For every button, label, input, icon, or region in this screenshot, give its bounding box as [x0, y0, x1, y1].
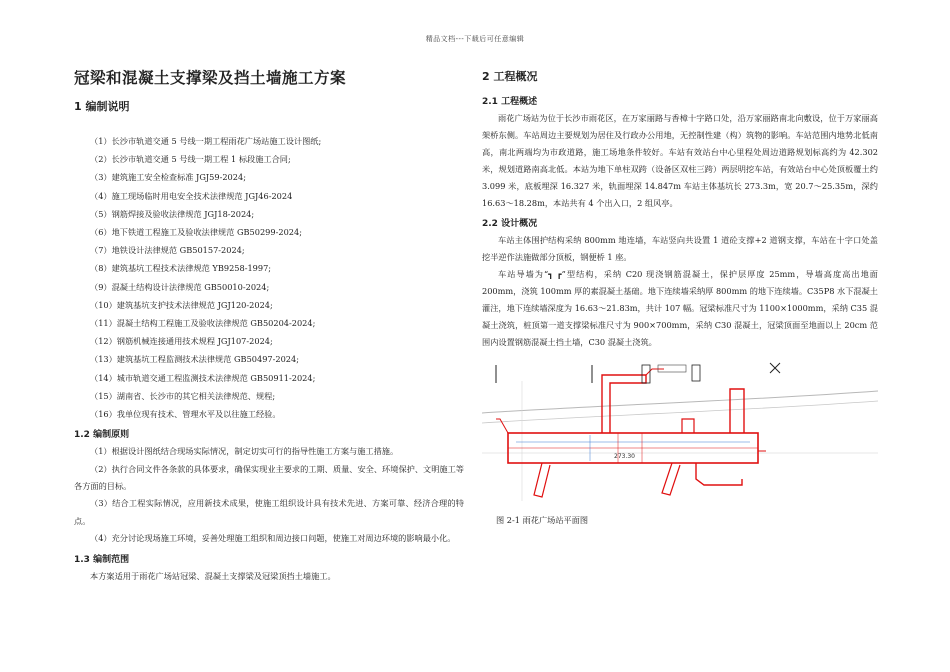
list-item: （14）城市轨道交通工程监测技术法律规范 GB50911-2024;: [90, 372, 316, 383]
station-plan-figure: [482, 361, 878, 503]
paragraph: 本方案适用于雨花广场站冠梁、混凝土支撑梁及冠梁顶挡土墙施工。: [90, 570, 336, 581]
paragraph: 车站导墙为“┓ ┏”型结构，采纳 C20 现浇钢筋混凝土，保护层厚度 25mm，导墙高度高出地面 200mm，浇筑 100mm 厚的素混凝土基础。地下连续墙采纳厚 800mm 的地下连续墙。C35P8 水下混凝土灌注，地下连续墙深度为 16.63～21.83m，共计 107 幅。冠梁标准尺寸为 1100×1000mm，采纳 C35 混凝土浇筑，桩顶第一道支撑梁标准尺寸为 900×700mm，采纳 C30 混凝土，冠梁顶面至地面以上 20cm 范围内设置钢筋混凝土挡土墙，C30 混凝土浇筑。: [482, 269, 878, 347]
paragraph: （4）充分讨论现场施工环境，妥善处理施工组织和周边接口问题，使施工对周边环境的影响最小化。: [90, 533, 456, 544]
paragraph: 雨花广场站为位于长沙市雨花区，在万家丽路与香樟十字路口处，沿万家丽路南北向敷设，位于万家丽高架桥东侧。车站周边主要规划为居住及行政办公用地，无控制性建（构）筑物的影响。车站范围内地势北低南高，南北两端均为市政道路，施工场地条件较好。车站有效站台中心里程处周边道路规划标高约为 42.302 米，规划道路南高北低。本站为地下单柱双跨（设备区双柱三跨）两层明挖车站，有效站台中心处顶板覆土约 3.099 米，底板埋深 16.327 米，轨面埋深 14.847m 车站主体基坑长 273.3m，宽 20.7～25.35m，深约 16.63～18.28m，本站共有 4 个出入口，2 组风亭。: [482, 113, 878, 208]
list-item: （16）我单位现有技术、管理水平及以往施工经验。: [90, 409, 281, 420]
list-item: （3）建筑施工安全检查标准 JGJ59-2024;: [90, 172, 246, 183]
figure-caption: 图 2-1 雨花广场站平面图: [496, 515, 589, 525]
section-1-3-heading: 1.3 编制范围: [74, 554, 130, 565]
section-2-2-heading: 2.2 设计概况: [482, 219, 538, 229]
document-title: 冠梁和混凝土支撑梁及挡土墙施工方案: [74, 69, 347, 87]
reference-list: [74, 132, 464, 423]
section-2-1-heading: 2.1 工程概述: [482, 97, 538, 107]
paragraph: （1）根据设计图纸结合现场实际情况，制定切实可行的指导性施工方案与施工措施。: [90, 446, 399, 457]
section-1-2-heading: 1.2 编制原则: [74, 430, 130, 441]
list-item: （8）建筑基坑工程技术法律规范 YB9258-1997;: [90, 263, 272, 274]
station-plan-drawing: [482, 361, 878, 503]
list-item: （2）长沙市轨道交通 5 号线一期工程 1 标段施工合同;: [90, 154, 291, 165]
list-item: （11）混凝土结构工程施工及验收法律规范 GB50204-2024;: [90, 318, 316, 329]
list-item: （10）建筑基坑支护技术法律规范 JGJ120-2024;: [90, 299, 273, 310]
paragraph: （3）结合工程实际情况，应用新技术成果，使施工组织设计具有技术先进、方案可靠、经济合理的特点。: [74, 498, 464, 526]
header-note: 精品文档---下载后可任意编辑: [425, 35, 525, 43]
right-column: [482, 62, 878, 526]
list-item: （13）建筑基坑工程监测技术法律规范 GB50497-2024;: [90, 354, 299, 365]
list-item: （9）混凝土结构设计法律规范 GB50010-2024;: [90, 281, 270, 292]
length-label: 273.30: [614, 453, 635, 460]
list-item: （6）地下铁道工程施工及验收法律规范 GB50299-2024;: [90, 227, 302, 238]
list-item: （5）钢筋焊接及验收法律规范 JGJ18-2024;: [90, 208, 255, 219]
list-item: （1）长沙市轨道交通 5 号线一期工程雨花广场站施工设计图纸;: [90, 136, 322, 146]
paragraph: 车站主体围护结构采纳 800mm 地连墙，车站竖向共设置 1 道砼支撑+2 道钢支撑，车站在十字口处盖挖半逆作法施做部分顶板，钢便桥 1 座。: [482, 235, 878, 262]
section-2-heading: 2 工程概况: [482, 70, 538, 83]
list-item: （12）钢筋机械连接通用技术规程 JGJ107-2024;: [90, 336, 273, 347]
paragraph: （2）执行合同文件各条款的具体要求，确保实现业主要求的工期、质量、安全、环境保护、文明施工等各方面的目标。: [74, 463, 464, 492]
left-column: [74, 62, 464, 585]
section-1-heading: 1 编制说明: [74, 100, 130, 113]
list-item: （7）地铁设计法律规范 GB50157-2024;: [90, 245, 245, 256]
list-item: （4）施工现场临时用电安全技术法律规范 JGJ46-2024: [90, 190, 293, 201]
list-item: （15）湖南省、长沙市的其它相关法律规范、规程;: [90, 390, 276, 401]
